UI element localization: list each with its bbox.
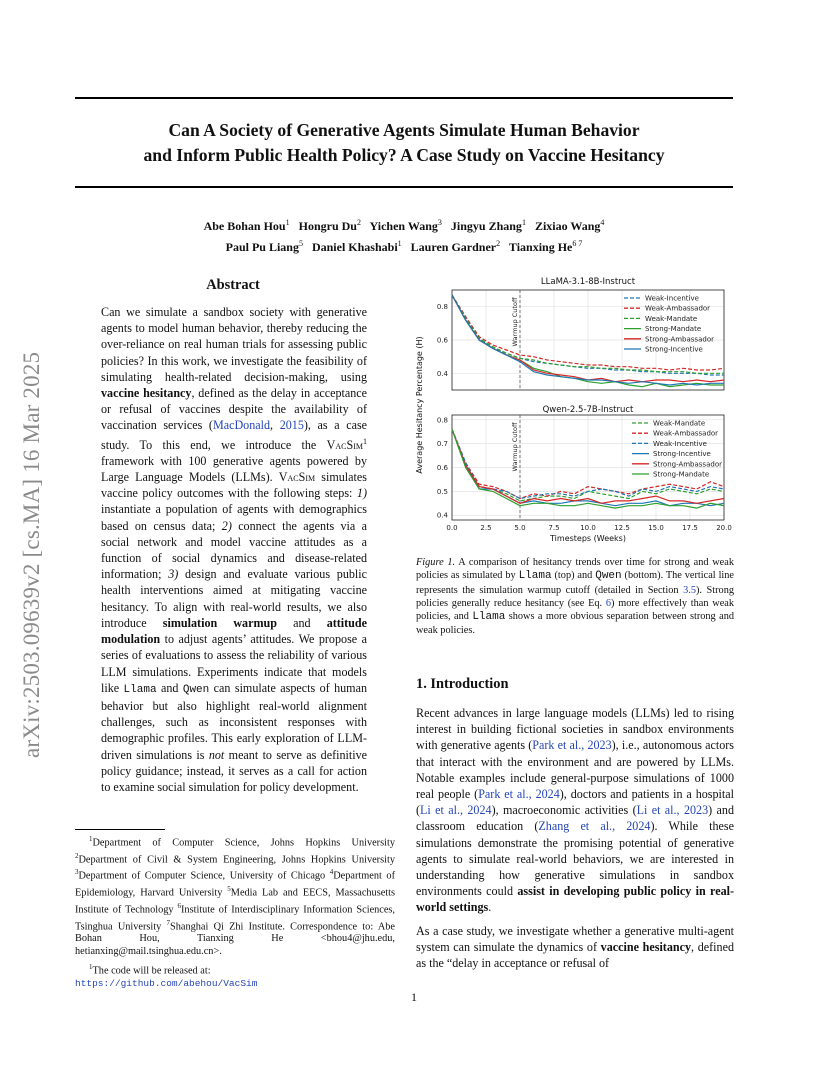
author-affiliation: 2 — [496, 239, 501, 248]
author-affiliation: 2 — [356, 218, 361, 227]
author-affiliation: 6 7 — [572, 239, 583, 248]
y-tick-label: 0.4 — [436, 511, 448, 520]
citation-link[interactable]: MacDonald — [212, 418, 271, 433]
author-affiliation: 3 — [437, 218, 442, 227]
legend-label: Weak-Ambassador — [653, 429, 719, 438]
legend-label: Weak-Ambassador — [645, 304, 711, 313]
abstract-body: Can we simulate a sandbox society with generative agents to model human behavior, thereby reducing the over-reliance on real human trials for assessing public policies? In this work, we investigate the feasibility of simulating health-related decision-making, using vaccine hesitancy, defined as the delay in acceptance or refusal of vaccines despite the availability of vaccination services (MacDonald, 2015), as a case study. To this end, we introduce the VacSim$^1$ framework with 100 generative agents powered by Large Language Models (LLMs). VacSim simulates vaccine policy outcomes with the following steps: 1) instantiate a population of agents with demographics based on census data; 2) connect the agents via a social network and model vaccine attitudes as a function of social dynamics and disease-related information; 3) design and evaluate various public health interventions aimed at mitigating vaccine hesitancy. To align with real-world results, we also introduce simulation warmup and attitude modulation to adjust agents’ attitudes. We propose a series of evaluations to assess the reliability of various LLM simulations. Experiments indicate that models like Llama and Qwen can simulate aspects of human behavior but also highlight real-world alignment challenges, such as inconsistent responses with demographic profiles. This early exploration of LLM-driven simulations is not meant to serve as definitive policy guidance; instead, it serves as a call for action to examine social simulation for policy development. — [101, 305, 368, 794]
author-name: Abe Bohan Hou — [203, 219, 286, 233]
author-line-1 — [75, 214, 733, 235]
author-name: Hongru Du — [298, 219, 357, 233]
author-affiliation: 1 — [521, 218, 526, 227]
legend-label: Weak-Mandate — [645, 314, 698, 323]
y-tick-label: 0.4 — [436, 369, 448, 378]
legend-label: Strong-Mandate — [653, 470, 710, 479]
x-tick-label: 20.0 — [716, 524, 732, 532]
y-tick-label: 0.8 — [436, 416, 448, 425]
intro-paragraph-1: Recent advances in large language models (LLMs) led to rising interest in building fictional societies in sandbox environments with generative agents (Park et al., 2023), i.e., autonomous actors that interact with the environment and are powered by LLMs. Notable examples include general-purpose simulations of 1000 real people (Park et al., 2024), doctors and patients in a hospital (Li et al., 2024), macroeconomic activities (Li et al., 2023) and classroom education (Zhang et al., 2024). While these simulations demonstrate the promising potential of generative agents to simulate real-world behaviors, we are interested in understanding how generative simulations in sandbox environments could assist in developing public policy in real-world settings. — [416, 706, 735, 915]
x-tick-label: 12.5 — [614, 524, 630, 532]
x-tick-label: 5.0 — [514, 524, 526, 532]
hesitancy-chart — [412, 272, 740, 550]
arxiv-stamp-text: arXiv:2503.09639v2 [cs.MA] 16 Mar 2025 — [19, 351, 44, 758]
legend-label: Strong-Mandate — [645, 325, 702, 334]
x-tick-label: 0.0 — [446, 524, 458, 532]
author-name: Tianxing He — [508, 240, 573, 254]
title-line-2: and Inform Public Health Policy? A Case Study on Vaccine Hesitancy — [143, 145, 665, 165]
code-footnote: $^1$The code will be released at: — [89, 962, 211, 977]
x-tick-label: 7.5 — [548, 524, 560, 532]
arxiv-stamp — [20, 272, 44, 758]
legend-label: Strong-Incentive — [645, 345, 703, 354]
chart-title: Qwen-2.5-7B-Instruct — [542, 405, 634, 415]
author-affiliation: 4 — [600, 218, 605, 227]
section-ref-link[interactable]: 3.5 — [683, 584, 696, 596]
introduction-body — [416, 705, 734, 978]
x-tick-label: 15.0 — [648, 524, 664, 532]
y-tick-label: 0.6 — [436, 336, 448, 345]
x-tick-label: 2.5 — [480, 524, 492, 532]
page-number: 1 — [411, 990, 417, 1004]
y-tick-label: 0.6 — [436, 464, 448, 472]
author-name: Paul Pu Liang — [225, 240, 299, 254]
code-url-link[interactable]: https://github.com/abehou/VacSim — [75, 977, 258, 989]
figure-1 — [412, 272, 740, 550]
author-line-2 — [75, 235, 733, 256]
x-tick-label: 17.5 — [682, 524, 698, 532]
author-affiliation: 5 — [298, 239, 303, 248]
x-tick-label: 10.0 — [580, 524, 596, 532]
legend-label: Strong-Incentive — [653, 450, 711, 459]
x-axis-label: Timesteps (Weeks) — [550, 534, 626, 543]
citation-link[interactable]: Li et al., 2023 — [636, 803, 709, 818]
author-list — [75, 214, 733, 256]
citation-link[interactable]: 2015 — [279, 418, 304, 433]
author-name: Lauren Gardner — [410, 240, 497, 254]
affiliation-text: $^1$Department of Computer Science, Johns Hopkins University $^2$Department of Civil & System Engineering, Johns Hopkins University $^3$Department of Computer Science, University of Chicago $^4$Department of Epidemiology, Harvard University $^5$Media Lab and EECS, Massachusetts Institute of Technology $^6$Institute of Interdisciplinary Information Sciences, Tsinghua University $^7$Shanghai Qi Zhi Institute. Correspondence to: Abe Bohan Hou, Tianxing He <bhou4@jhu.edu, hetianxing@mail.tsinghua.edu.cn>. — [75, 835, 396, 957]
section-heading-introduction: 1. Introduction — [416, 676, 509, 692]
y-tick-label: 0.7 — [436, 440, 448, 449]
author-name: Zixiao Wang — [534, 219, 601, 233]
footnote-rule — [75, 829, 165, 830]
y-tick-label: 0.5 — [436, 487, 448, 496]
author-name: Yichen Wang — [369, 219, 438, 233]
intro-paragraph-2: As a case study, we investigate whether a generative multi-agent system can simulate the dynamics of vaccine hesitancy, defined as the “delay in acceptance or refusal of — [416, 923, 734, 971]
warmup-cutoff-label: Warmup Cutoff — [511, 422, 519, 472]
citation-link[interactable]: Li et al., 2024 — [420, 803, 492, 818]
chart-title: LLaMA-3.1-8B-Instruct — [540, 277, 636, 287]
equation-ref-link[interactable]: 6 — [605, 597, 612, 609]
title-bottom-rule — [75, 186, 733, 188]
figure-caption: Figure 1. A comparison of hesitancy trends over time for strong and weak policies as simulated by Llama (top) and Qwen (bottom). The vertical line represents the simulation warmup cutoff (detailed in Section 3.5). Strong policies generally reduce hesitancy (see Eq. 6) more effectively than weak policies, and Llama shows a more obvious separation between strong and weak policies. — [416, 557, 735, 637]
y-axis-label: Average Hesitancy Percentage (H) — [415, 336, 424, 474]
author-name: Daniel Khashabi — [311, 240, 398, 254]
abstract-heading: Abstract — [206, 277, 260, 293]
legend-label: Strong-Ambassador — [653, 460, 722, 469]
citation-link[interactable]: Zhang et al., 2024 — [538, 819, 651, 834]
author-name: Jingyu Zhang — [450, 219, 522, 233]
citation-link[interactable]: Park et al., 2024 — [478, 787, 560, 802]
title-line-1: Can A Society of Generative Agents Simulate Human Behavior — [168, 120, 640, 140]
affiliation-footnotes — [75, 833, 395, 990]
citation-link[interactable]: Park et al., 2023 — [532, 738, 612, 753]
warmup-cutoff-label: Warmup Cutoff — [511, 297, 519, 347]
legend-label: Weak-Mandate — [653, 419, 706, 428]
legend-label: Weak-Incentive — [653, 439, 707, 448]
legend-label: Strong-Ambassador — [645, 335, 714, 344]
legend-label: Weak-Incentive — [645, 294, 699, 303]
author-affiliation: 1 — [397, 239, 402, 248]
paper-title — [75, 118, 733, 168]
y-tick-label: 0.8 — [436, 303, 448, 312]
top-rule — [75, 97, 733, 99]
author-affiliation: 1 — [285, 218, 290, 227]
